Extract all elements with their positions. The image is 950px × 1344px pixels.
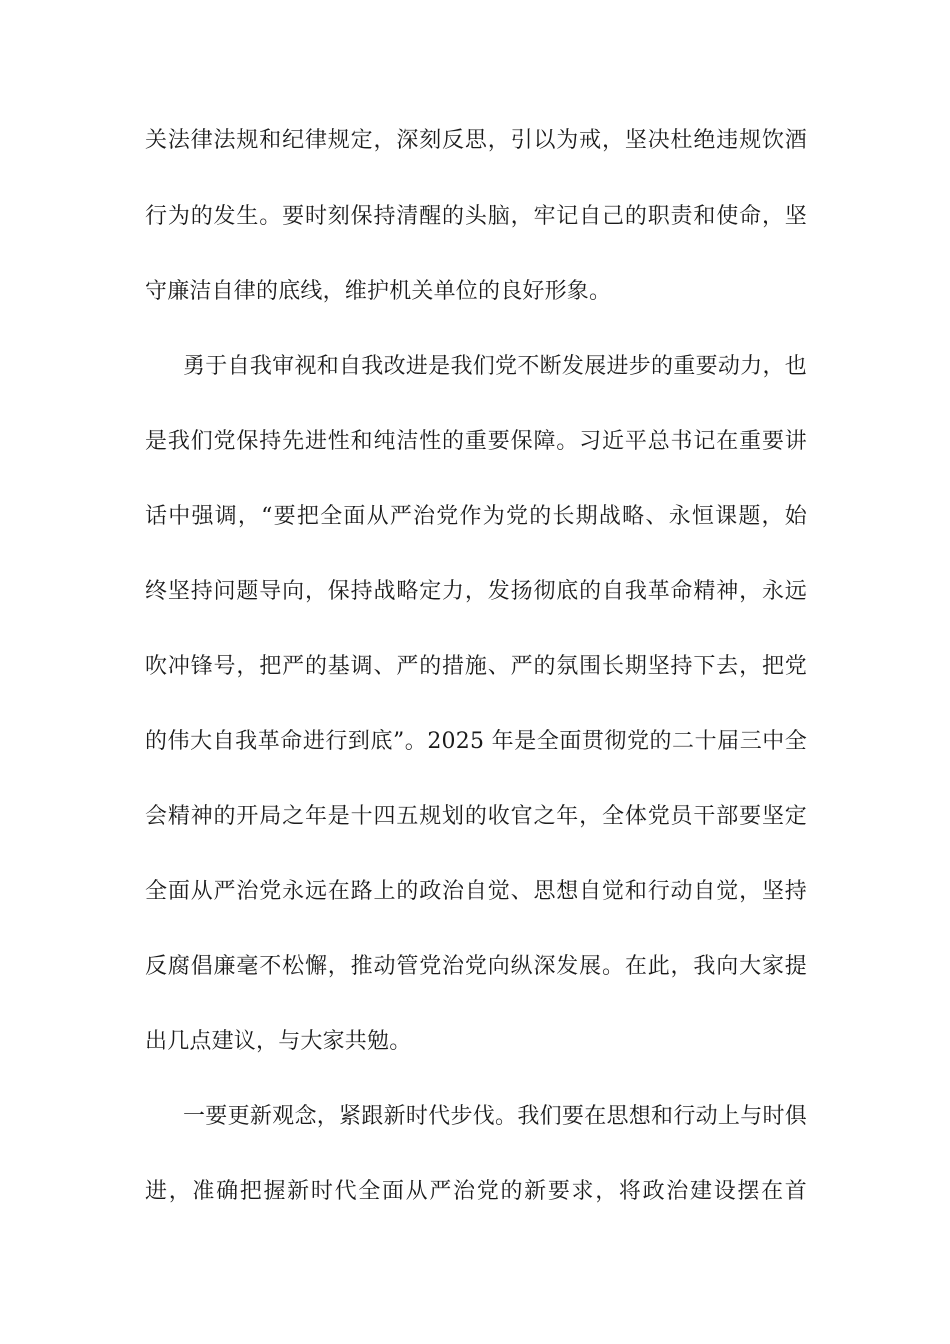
paragraph-line: 进，准确把握新时代全面从严治党的新要求，将政治建设摆在首 (145, 1179, 807, 1204)
paragraph-line: 是我们党保持先进性和纯洁性的重要保障。习近平总书记在重要讲 (145, 429, 807, 454)
paragraph-line: 反腐倡廉毫不松懈，推动管党治党向纵深发展。在此，我向大家提 (145, 954, 807, 979)
paragraph-line: 守廉洁自律的底线，维护机关单位的良好形象。 (145, 279, 612, 304)
paragraph-line: 全面从严治党永远在路上的政治自觉、思想自觉和行动自觉，坚持 (145, 879, 807, 904)
paragraph-line: 会精神的开局之年是十四五规划的收官之年，全体党员干部要坚定 (145, 804, 807, 829)
paragraph-line: 话中强调，“要把全面从严治党作为党的长期战略、永恒课题，始 (145, 504, 807, 529)
paragraph-line: 吹冲锋号，把严的基调、严的措施、严的氛围长期坚持下去，把党 (145, 654, 807, 679)
paragraph-line: 行为的发生。要时刻保持清醒的头脑，牢记自己的职责和使命，坚 (145, 204, 807, 229)
paragraph-line: 一要更新观念，紧跟新时代步伐。我们要在思想和行动上与时俱 (183, 1104, 807, 1129)
paragraph-line: 勇于自我审视和自我改进是我们党不断发展进步的重要动力，也 (183, 354, 807, 379)
paragraph-line: 的伟大自我革命进行到底”。2025 年是全面贯彻党的二十届三中全 (145, 729, 807, 754)
paragraph-line: 关法律法规和纪律规定，深刻反思，引以为戒，坚决杜绝违规饮酒 (145, 128, 807, 153)
paragraph-line: 终坚持问题导向，保持战略定力，发扬彻底的自我革命精神，永远 (145, 579, 807, 604)
paragraph-line: 出几点建议，与大家共勉。 (145, 1029, 412, 1054)
